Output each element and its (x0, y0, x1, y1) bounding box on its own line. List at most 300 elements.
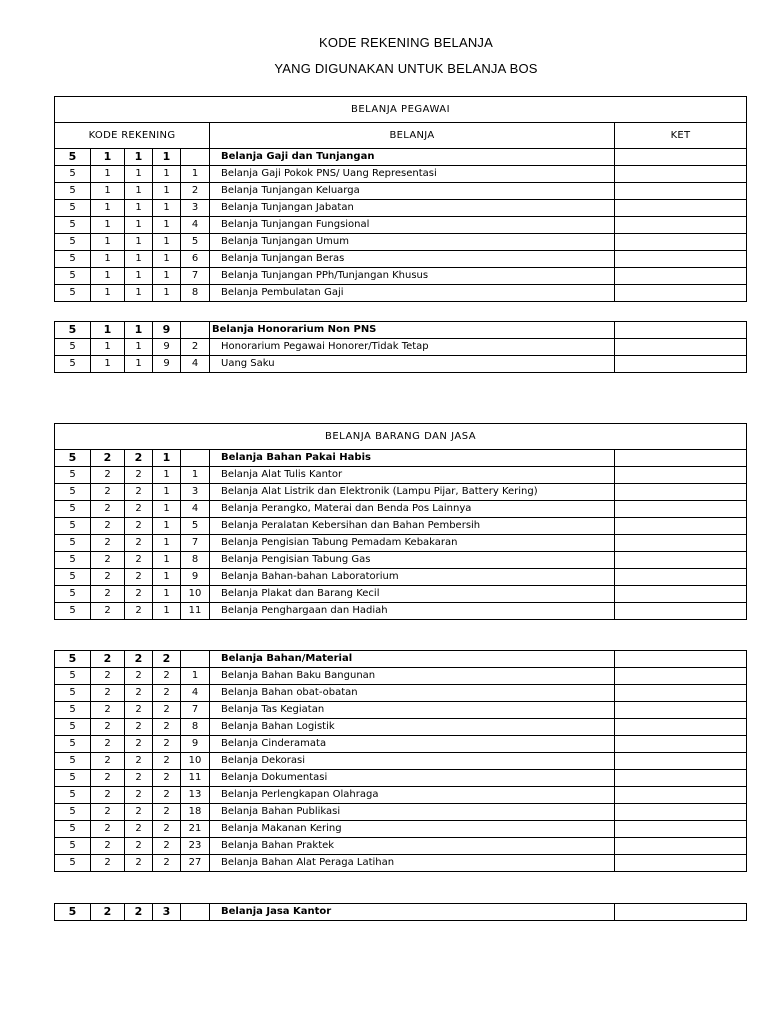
belanja-cell: Belanja Plakat dan Barang Kecil (210, 586, 615, 603)
belanja-cell: Belanja Bahan Baku Bangunan (210, 668, 615, 685)
code-cell-4: 2 (153, 787, 181, 804)
section-header: BELANJA PEGAWAI (55, 97, 747, 123)
code-cell-4: 1 (153, 535, 181, 552)
code-cell-3: 2 (125, 719, 153, 736)
table-t3 (54, 423, 747, 620)
table-row (55, 234, 747, 251)
code-cell-2: 2 (91, 736, 125, 753)
column-header-ket: KET (615, 123, 747, 149)
ket-cell (615, 322, 747, 339)
table-row (55, 183, 747, 200)
code-cell-5: 4 (181, 685, 210, 702)
code-cell-1: 5 (55, 217, 91, 234)
code-cell-4: 1 (153, 603, 181, 620)
ket-cell (615, 467, 747, 484)
belanja-cell: Belanja Bahan Pakai Habis (210, 450, 615, 467)
ket-cell (615, 821, 747, 838)
code-cell-2: 1 (91, 166, 125, 183)
table-row (55, 603, 747, 620)
code-cell-5: 7 (181, 535, 210, 552)
code-cell-5: 10 (181, 586, 210, 603)
code-cell-1: 5 (55, 719, 91, 736)
table-row (55, 838, 747, 855)
ket-cell (615, 787, 747, 804)
belanja-cell: Belanja Tunjangan Beras (210, 251, 615, 268)
code-cell-1: 5 (55, 200, 91, 217)
code-cell-5: 9 (181, 736, 210, 753)
table-row (55, 285, 747, 302)
column-header-row (55, 123, 747, 149)
code-cell-2: 2 (91, 685, 125, 702)
belanja-cell: Belanja Alat Tulis Kantor (210, 467, 615, 484)
code-cell-1: 5 (55, 501, 91, 518)
code-cell-2: 2 (91, 668, 125, 685)
code-cell-5: 5 (181, 518, 210, 535)
code-cell-1: 5 (55, 651, 91, 668)
ket-cell (615, 668, 747, 685)
table-row (55, 217, 747, 234)
belanja-cell: Uang Saku (210, 356, 615, 373)
code-cell-1: 5 (55, 268, 91, 285)
code-cell-1: 5 (55, 904, 91, 921)
group-row (55, 322, 747, 339)
code-cell-3: 2 (125, 821, 153, 838)
code-cell-4: 1 (153, 285, 181, 302)
code-cell-4: 2 (153, 702, 181, 719)
ket-cell (615, 518, 747, 535)
code-cell-1: 5 (55, 569, 91, 586)
code-cell-5 (181, 651, 210, 668)
code-cell-1: 5 (55, 753, 91, 770)
code-cell-1: 5 (55, 702, 91, 719)
code-cell-2: 1 (91, 234, 125, 251)
code-cell-3: 2 (125, 569, 153, 586)
ket-cell (615, 552, 747, 569)
code-cell-5: 8 (181, 552, 210, 569)
code-cell-4: 9 (153, 356, 181, 373)
code-cell-2: 2 (91, 770, 125, 787)
table-row (55, 552, 747, 569)
ket-cell (615, 719, 747, 736)
code-cell-3: 2 (125, 855, 153, 872)
code-cell-4: 1 (153, 467, 181, 484)
ket-cell (615, 149, 747, 166)
belanja-cell: Belanja Bahan Praktek (210, 838, 615, 855)
ket-cell (615, 356, 747, 373)
belanja-cell: Belanja Bahan-bahan Laboratorium (210, 569, 615, 586)
code-cell-4: 1 (153, 200, 181, 217)
belanja-cell: Belanja Bahan Logistik (210, 719, 615, 736)
code-cell-4: 1 (153, 450, 181, 467)
code-cell-1: 5 (55, 322, 91, 339)
ket-cell (615, 200, 747, 217)
table-row (55, 535, 747, 552)
code-cell-5: 21 (181, 821, 210, 838)
code-cell-5: 7 (181, 268, 210, 285)
ket-cell (615, 285, 747, 302)
table-row (55, 467, 747, 484)
code-cell-1: 5 (55, 770, 91, 787)
code-cell-1: 5 (55, 518, 91, 535)
code-cell-1: 5 (55, 586, 91, 603)
code-cell-2: 2 (91, 651, 125, 668)
belanja-cell: Belanja Tunjangan Umum (210, 234, 615, 251)
ket-cell (615, 166, 747, 183)
table-row (55, 356, 747, 373)
belanja-cell: Belanja Gaji dan Tunjangan (210, 149, 615, 166)
code-cell-2: 1 (91, 200, 125, 217)
code-cell-2: 2 (91, 484, 125, 501)
code-cell-2: 1 (91, 285, 125, 302)
code-cell-1: 5 (55, 668, 91, 685)
belanja-cell: Belanja Jasa Kantor (210, 904, 615, 921)
code-cell-3: 1 (125, 285, 153, 302)
table-row (55, 339, 747, 356)
code-cell-2: 2 (91, 804, 125, 821)
code-cell-2: 2 (91, 603, 125, 620)
code-cell-2: 2 (91, 855, 125, 872)
belanja-cell: Belanja Penghargaan dan Hadiah (210, 603, 615, 620)
code-cell-5 (181, 322, 210, 339)
code-cell-4: 1 (153, 586, 181, 603)
section-header: BELANJA BARANG DAN JASA (55, 424, 747, 450)
belanja-cell: Belanja Tunjangan Fungsional (210, 217, 615, 234)
code-cell-1: 5 (55, 804, 91, 821)
code-cell-4: 1 (153, 501, 181, 518)
code-cell-5: 11 (181, 603, 210, 620)
code-cell-2: 2 (91, 821, 125, 838)
code-cell-2: 1 (91, 149, 125, 166)
code-cell-3: 1 (125, 356, 153, 373)
ket-cell (615, 702, 747, 719)
code-cell-3: 2 (125, 552, 153, 569)
code-cell-3: 1 (125, 166, 153, 183)
belanja-cell: Belanja Dokumentasi (210, 770, 615, 787)
code-cell-4: 2 (153, 651, 181, 668)
ket-cell (615, 501, 747, 518)
code-cell-2: 1 (91, 356, 125, 373)
code-cell-1: 5 (55, 234, 91, 251)
code-cell-3: 2 (125, 603, 153, 620)
code-cell-3: 2 (125, 535, 153, 552)
group-row (55, 149, 747, 166)
code-cell-3: 2 (125, 518, 153, 535)
code-cell-2: 2 (91, 501, 125, 518)
table-row (55, 251, 747, 268)
code-cell-3: 1 (125, 149, 153, 166)
code-cell-3: 2 (125, 736, 153, 753)
table-row (55, 569, 747, 586)
table-row (55, 855, 747, 872)
code-cell-4: 2 (153, 855, 181, 872)
ket-cell (615, 651, 747, 668)
code-cell-5: 10 (181, 753, 210, 770)
belanja-cell: Belanja Cinderamata (210, 736, 615, 753)
code-cell-1: 5 (55, 251, 91, 268)
ket-cell (615, 838, 747, 855)
code-cell-5: 7 (181, 702, 210, 719)
table-t1 (54, 96, 747, 302)
ket-cell (615, 339, 747, 356)
belanja-cell: Belanja Perangko, Materai dan Benda Pos Lainnya (210, 501, 615, 518)
code-cell-4: 2 (153, 685, 181, 702)
code-cell-3: 1 (125, 268, 153, 285)
belanja-cell: Belanja Bahan Alat Peraga Latihan (210, 855, 615, 872)
table-row (55, 484, 747, 501)
code-cell-2: 1 (91, 217, 125, 234)
table-row (55, 804, 747, 821)
code-cell-1: 5 (55, 535, 91, 552)
code-cell-4: 1 (153, 569, 181, 586)
code-cell-5: 11 (181, 770, 210, 787)
code-cell-3: 2 (125, 467, 153, 484)
code-cell-3: 2 (125, 651, 153, 668)
code-cell-5: 4 (181, 501, 210, 518)
code-cell-5: 1 (181, 467, 210, 484)
belanja-cell: Belanja Pembulatan Gaji (210, 285, 615, 302)
code-cell-5: 1 (181, 166, 210, 183)
table-row (55, 668, 747, 685)
ket-cell (615, 904, 747, 921)
table-t2 (54, 321, 747, 373)
code-cell-1: 5 (55, 339, 91, 356)
belanja-cell: Belanja Tunjangan PPh/Tunjangan Khusus (210, 268, 615, 285)
document-title: KODE REKENING BELANJA (319, 35, 493, 50)
code-cell-4: 2 (153, 804, 181, 821)
table-row (55, 821, 747, 838)
code-cell-4: 1 (153, 183, 181, 200)
code-cell-2: 2 (91, 719, 125, 736)
code-cell-5: 8 (181, 285, 210, 302)
code-cell-4: 2 (153, 719, 181, 736)
code-cell-5: 27 (181, 855, 210, 872)
code-cell-4: 2 (153, 838, 181, 855)
code-cell-4: 2 (153, 668, 181, 685)
code-cell-4: 1 (153, 518, 181, 535)
ket-cell (615, 450, 747, 467)
code-cell-2: 2 (91, 518, 125, 535)
code-cell-5 (181, 904, 210, 921)
code-cell-3: 2 (125, 904, 153, 921)
belanja-cell: Belanja Bahan obat-obatan (210, 685, 615, 702)
table-t4 (54, 650, 747, 872)
ket-cell (615, 484, 747, 501)
code-cell-1: 5 (55, 285, 91, 302)
code-cell-2: 1 (91, 183, 125, 200)
code-cell-3: 2 (125, 753, 153, 770)
code-cell-2: 1 (91, 339, 125, 356)
code-cell-1: 5 (55, 787, 91, 804)
code-cell-4: 2 (153, 736, 181, 753)
code-cell-4: 2 (153, 770, 181, 787)
code-cell-3: 1 (125, 339, 153, 356)
code-cell-5: 3 (181, 200, 210, 217)
code-cell-5: 13 (181, 787, 210, 804)
table-row (55, 268, 747, 285)
belanja-cell: Belanja Bahan/Material (210, 651, 615, 668)
code-cell-2: 2 (91, 753, 125, 770)
ket-cell (615, 217, 747, 234)
belanja-cell: Belanja Pengisian Tabung Pemadam Kebakaran (210, 535, 615, 552)
ket-cell (615, 183, 747, 200)
code-cell-5: 3 (181, 484, 210, 501)
code-cell-4: 1 (153, 251, 181, 268)
code-cell-1: 5 (55, 467, 91, 484)
code-cell-3: 1 (125, 200, 153, 217)
code-cell-3: 2 (125, 770, 153, 787)
section-header-row (55, 424, 747, 450)
belanja-cell: Belanja Tunjangan Keluarga (210, 183, 615, 200)
code-cell-2: 2 (91, 450, 125, 467)
code-cell-4: 1 (153, 484, 181, 501)
code-cell-4: 2 (153, 753, 181, 770)
column-header-kode: KODE REKENING (55, 123, 210, 149)
table-row (55, 200, 747, 217)
code-cell-4: 9 (153, 322, 181, 339)
table-row (55, 719, 747, 736)
code-cell-1: 5 (55, 821, 91, 838)
code-cell-2: 2 (91, 702, 125, 719)
code-cell-3: 2 (125, 838, 153, 855)
table-row (55, 753, 747, 770)
code-cell-3: 2 (125, 484, 153, 501)
table-row (55, 787, 747, 804)
ket-cell (615, 855, 747, 872)
belanja-cell: Honorarium Pegawai Honorer/Tidak Tetap (210, 339, 615, 356)
ket-cell (615, 753, 747, 770)
code-cell-5: 6 (181, 251, 210, 268)
group-row (55, 904, 747, 921)
table-t5 (54, 903, 747, 921)
belanja-cell: Belanja Bahan Publikasi (210, 804, 615, 821)
ket-cell (615, 569, 747, 586)
code-cell-3: 2 (125, 501, 153, 518)
code-cell-3: 2 (125, 804, 153, 821)
table-row (55, 501, 747, 518)
code-cell-2: 1 (91, 251, 125, 268)
code-cell-1: 5 (55, 149, 91, 166)
code-cell-3: 2 (125, 668, 153, 685)
section-header-row (55, 97, 747, 123)
code-cell-2: 2 (91, 838, 125, 855)
code-cell-1: 5 (55, 855, 91, 872)
code-cell-2: 2 (91, 586, 125, 603)
code-cell-3: 1 (125, 251, 153, 268)
code-cell-4: 1 (153, 234, 181, 251)
ket-cell (615, 251, 747, 268)
belanja-cell: Belanja Tunjangan Jabatan (210, 200, 615, 217)
code-cell-2: 1 (91, 322, 125, 339)
belanja-cell: Belanja Gaji Pokok PNS/ Uang Representasi (210, 166, 615, 183)
belanja-cell: Belanja Perlengkapan Olahraga (210, 787, 615, 804)
code-cell-2: 2 (91, 552, 125, 569)
code-cell-4: 9 (153, 339, 181, 356)
code-cell-5 (181, 149, 210, 166)
code-cell-5: 2 (181, 339, 210, 356)
table-row (55, 736, 747, 753)
code-cell-2: 2 (91, 467, 125, 484)
ket-cell (615, 804, 747, 821)
belanja-cell: Belanja Tas Kegiatan (210, 702, 615, 719)
code-cell-1: 5 (55, 603, 91, 620)
table-row (55, 166, 747, 183)
code-cell-2: 2 (91, 787, 125, 804)
code-cell-4: 1 (153, 268, 181, 285)
ket-cell (615, 736, 747, 753)
code-cell-5: 2 (181, 183, 210, 200)
code-cell-5: 8 (181, 719, 210, 736)
code-cell-5: 4 (181, 356, 210, 373)
code-cell-4: 2 (153, 821, 181, 838)
group-row (55, 651, 747, 668)
ket-cell (615, 586, 747, 603)
belanja-cell: Belanja Honorarium Non PNS (210, 322, 615, 339)
code-cell-1: 5 (55, 736, 91, 753)
code-cell-4: 1 (153, 149, 181, 166)
ket-cell (615, 603, 747, 620)
code-cell-3: 1 (125, 183, 153, 200)
code-cell-3: 1 (125, 322, 153, 339)
code-cell-5: 18 (181, 804, 210, 821)
code-cell-1: 5 (55, 838, 91, 855)
ket-cell (615, 770, 747, 787)
code-cell-2: 2 (91, 535, 125, 552)
document-subtitle: YANG DIGUNAKAN UNTUK BELANJA BOS (274, 61, 538, 76)
code-cell-4: 1 (153, 217, 181, 234)
group-row (55, 450, 747, 467)
code-cell-1: 5 (55, 166, 91, 183)
code-cell-4: 1 (153, 166, 181, 183)
column-header-belanja: BELANJA (210, 123, 615, 149)
code-cell-3: 2 (125, 787, 153, 804)
belanja-cell: Belanja Dekorasi (210, 753, 615, 770)
code-cell-5: 23 (181, 838, 210, 855)
table-row (55, 685, 747, 702)
code-cell-1: 5 (55, 484, 91, 501)
code-cell-1: 5 (55, 356, 91, 373)
table-row (55, 518, 747, 535)
code-cell-2: 1 (91, 268, 125, 285)
table-row (55, 586, 747, 603)
code-cell-2: 2 (91, 904, 125, 921)
code-cell-3: 2 (125, 685, 153, 702)
code-cell-3: 2 (125, 702, 153, 719)
code-cell-3: 1 (125, 217, 153, 234)
belanja-cell: Belanja Peralatan Kebersihan dan Bahan Pembersih (210, 518, 615, 535)
code-cell-5: 1 (181, 668, 210, 685)
ket-cell (615, 234, 747, 251)
code-cell-4: 3 (153, 904, 181, 921)
belanja-cell: Belanja Alat Listrik dan Elektronik (Lampu Pijar, Battery Kering) (210, 484, 615, 501)
code-cell-1: 5 (55, 183, 91, 200)
ket-cell (615, 268, 747, 285)
code-cell-3: 2 (125, 450, 153, 467)
code-cell-5: 5 (181, 234, 210, 251)
code-cell-5: 4 (181, 217, 210, 234)
table-row (55, 702, 747, 719)
ket-cell (615, 685, 747, 702)
code-cell-3: 2 (125, 586, 153, 603)
code-cell-1: 5 (55, 552, 91, 569)
code-cell-5: 9 (181, 569, 210, 586)
code-cell-1: 5 (55, 685, 91, 702)
table-row (55, 770, 747, 787)
code-cell-1: 5 (55, 450, 91, 467)
belanja-cell: Belanja Pengisian Tabung Gas (210, 552, 615, 569)
code-cell-2: 2 (91, 569, 125, 586)
ket-cell (615, 535, 747, 552)
code-cell-4: 1 (153, 552, 181, 569)
